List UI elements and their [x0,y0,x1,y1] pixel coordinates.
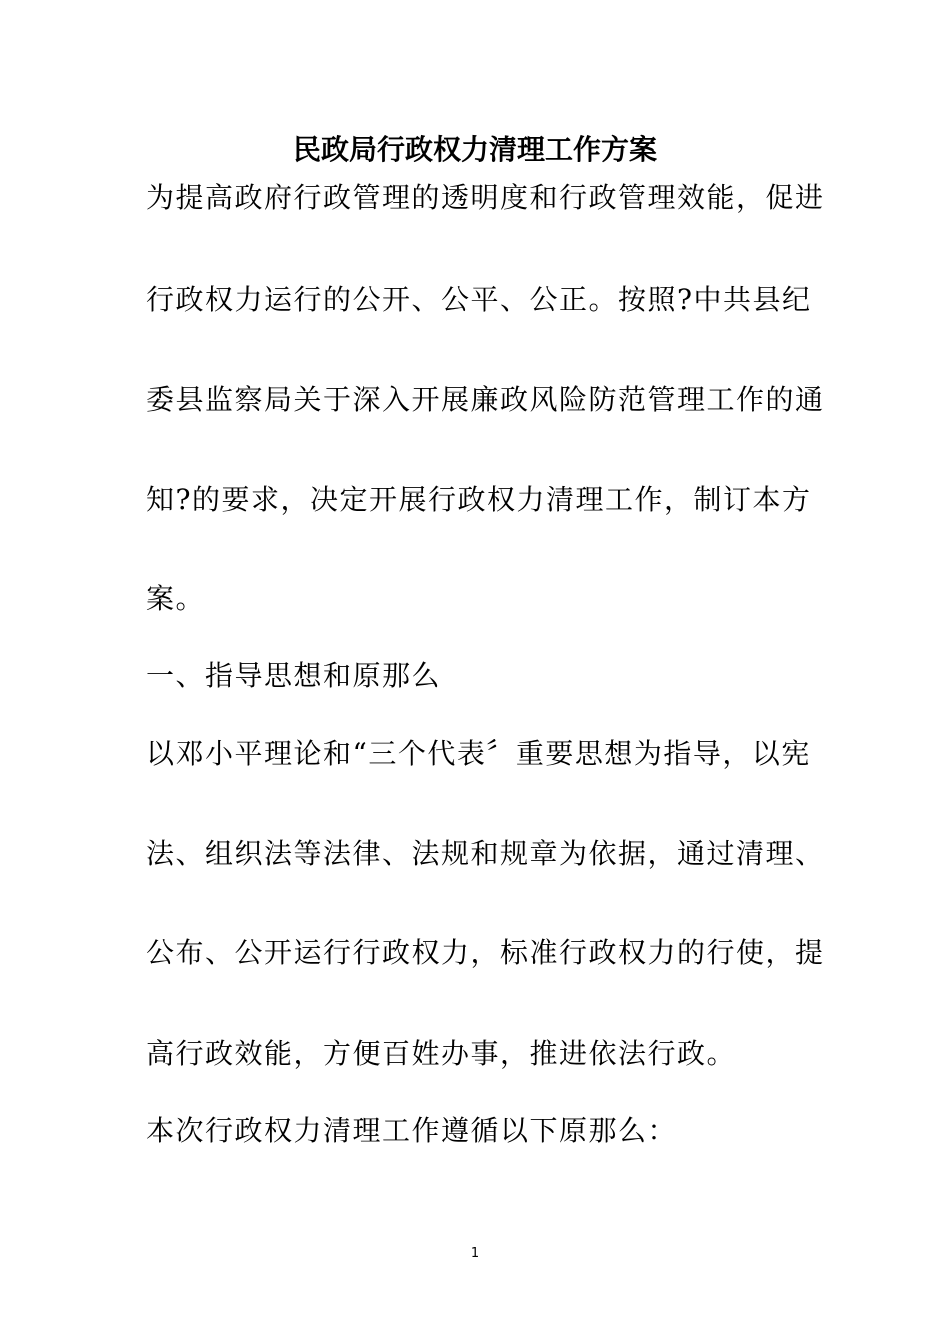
body-line: 高行政效能，方便百姓办事，推进依法行政。 [146,1037,737,1070]
page-number: 1 [470,1246,480,1261]
body-line: 以邓小平理论和“三个代表〞重要思想为指导，以宪 [146,737,811,770]
body-line: 知?的要求，决定开展行政权力清理工作，制订本方 [146,483,812,516]
body-line: 法、组织法等法律、法规和规章为依据，通过清理、 [146,837,825,870]
body-line: 本次行政权力清理工作遵循以下原那么： [146,1114,678,1147]
body-line: 行政权力运行的公开、公平、公正。按照?中共县纪 [146,283,812,316]
body-line: 为提高政府行政管理的透明度和行政管理效能，促进 [146,181,825,214]
body-line: 公布、公开运行行政权力，标准行政权力的行使，提 [146,936,825,969]
section-heading: 一、指导思想和原那么 [146,659,442,692]
body-line: 委县监察局关于深入开展廉政风险防范管理工作的通 [146,383,825,416]
body-line: 案。 [146,582,206,615]
document-title: 民政局行政权力清理工作方案 [292,133,657,166]
